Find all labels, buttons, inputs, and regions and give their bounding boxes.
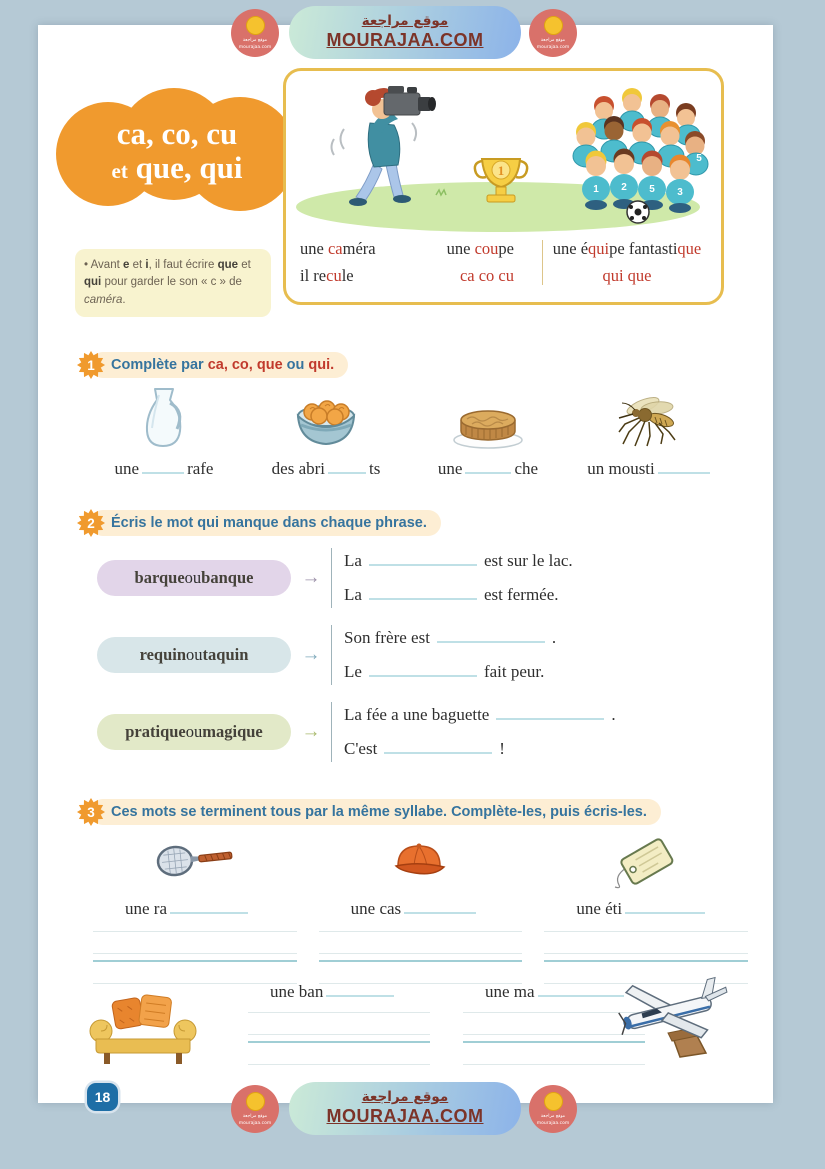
arrow-icon: →	[301, 644, 321, 665]
lesson-title-blob	[56, 82, 298, 216]
word-choice-pill: requin ou taquin	[97, 637, 291, 673]
svg-text:1: 1	[497, 163, 505, 178]
racket-icon	[154, 840, 236, 882]
mosquito-icon	[617, 390, 683, 450]
example-words	[286, 237, 721, 286]
word-choice-pill: pratique ou magique	[97, 714, 291, 750]
ex3-item-etiquette: une éti	[544, 831, 748, 987]
svg-text:3: 3	[677, 187, 683, 198]
ex3-item-casquette: une cas	[319, 831, 523, 987]
banner-arabic-text: موقع مراجعة	[361, 12, 449, 29]
svg-text:5: 5	[696, 153, 702, 164]
page-content	[38, 25, 773, 1103]
ex3-item-ban: une ban	[248, 982, 430, 1068]
logo-caption: موقع مراجعة mourajaa.com	[238, 38, 272, 50]
logo-book-icon	[246, 16, 265, 35]
fill-blank[interactable]	[437, 628, 545, 643]
example-word: une équipe fantastique	[552, 239, 702, 258]
header-banner	[0, 4, 825, 64]
arrow-icon: →	[301, 567, 321, 588]
mourajaa-logo	[231, 1085, 279, 1133]
ex1-item-carafe: une rafe	[83, 378, 245, 479]
sentences: Son frère est . Le fait peur.	[331, 625, 556, 685]
logo-book-icon	[544, 16, 563, 35]
word-choice-pill: barque ou banque	[97, 560, 291, 596]
exercise-2-number-badge: 2	[77, 509, 105, 537]
cap-icon	[391, 839, 449, 883]
fill-blank[interactable]	[404, 899, 476, 914]
example-word: une coupe	[446, 239, 514, 258]
ex1-item-quiche: une che	[407, 378, 569, 479]
ex3-item-maquette	[616, 973, 742, 1063]
exercise-2-header	[77, 508, 441, 538]
lesson-title: ca, co, cu et que, qui	[111, 115, 243, 185]
soccer-team-filming-illustration	[286, 71, 721, 237]
ex2-row-pratique	[97, 702, 752, 762]
exercise-1-title: Complète par ca, co, que ou qui.	[90, 352, 348, 378]
fill-blank[interactable]	[369, 585, 477, 600]
writing-lines[interactable]	[93, 931, 297, 987]
ex3-item-banquette	[88, 983, 200, 1069]
grammar-note: • Avant e et i, il faut écrire que et qui pour garder le son « c » de caméra.	[75, 249, 271, 317]
fill-blank[interactable]	[326, 982, 394, 997]
tag-icon	[612, 832, 680, 890]
ex3-item-raquette: une ra	[93, 831, 297, 987]
ex3-item-ma: une ma	[463, 982, 645, 1068]
fill-blank[interactable]	[465, 459, 511, 474]
banner-domain-link[interactable]: MOURAJAA.COM	[326, 1106, 484, 1127]
example-word: une caméra	[300, 239, 376, 258]
sofa-icon	[88, 983, 198, 1067]
footer-banner	[0, 1080, 825, 1140]
svg-text:5: 5	[649, 184, 655, 195]
mourajaa-logo	[231, 9, 279, 57]
carafe-icon	[141, 386, 187, 450]
mourajaa-logo	[529, 1085, 577, 1133]
writing-lines[interactable]	[248, 1012, 430, 1068]
fill-blank[interactable]	[369, 662, 477, 677]
fill-blank[interactable]	[496, 705, 604, 720]
exercise-3-title: Ces mots se terminent tous par la même syllabe. Complète-les, puis écris-les.	[90, 799, 661, 825]
plane-icon	[616, 973, 740, 1061]
quiche-icon	[452, 404, 524, 450]
example-word: il recule	[300, 266, 354, 285]
svg-text:2: 2	[621, 182, 627, 193]
mourajaa-logo	[529, 9, 577, 57]
exercise-3-row1	[93, 831, 748, 987]
fill-blank[interactable]	[142, 459, 184, 474]
exercise-1-items	[83, 378, 731, 479]
exercise-1-number-badge: 1	[77, 351, 105, 379]
logo-caption: موقع مراجعة mourajaa.com	[238, 1114, 272, 1126]
fill-blank[interactable]	[170, 899, 248, 914]
fill-blank[interactable]	[625, 899, 705, 914]
sentences: La fée a une baguette . C'est !	[331, 702, 616, 762]
logo-caption: موقع مراجعة mourajaa.com	[536, 38, 570, 50]
example-word: qui que	[602, 266, 652, 285]
fill-blank[interactable]	[369, 551, 477, 566]
lesson-example-box	[283, 68, 724, 305]
ex2-row-requin	[97, 625, 752, 685]
logo-book-icon	[544, 1092, 563, 1111]
sentences: La est sur le lac. La est fermée.	[331, 548, 573, 608]
fill-blank[interactable]	[658, 459, 710, 474]
ex1-item-mosquito: un mousti	[569, 378, 731, 479]
writing-lines[interactable]	[319, 931, 523, 987]
example-word: ca co cu	[459, 266, 514, 285]
fill-blank[interactable]	[538, 982, 624, 997]
exercise-3-number-badge: 3	[77, 798, 105, 826]
site-banner	[289, 1082, 521, 1135]
apricots-icon	[294, 400, 358, 450]
arrow-icon: →	[301, 721, 321, 742]
fill-blank[interactable]	[384, 739, 492, 754]
banner-arabic-text: موقع مراجعة	[361, 1088, 449, 1105]
logo-caption: موقع مراجعة mourajaa.com	[536, 1114, 570, 1126]
page-number: 18	[87, 1083, 118, 1111]
svg-text:1: 1	[593, 184, 599, 195]
exercise-3-header	[77, 797, 661, 827]
site-banner	[289, 6, 521, 59]
logo-book-icon	[246, 1092, 265, 1111]
ex1-item-apricots: des abri ts	[245, 378, 407, 479]
banner-domain-link[interactable]: MOURAJAA.COM	[326, 30, 484, 51]
exercise-2-title: Écris le mot qui manque dans chaque phrase.	[90, 510, 441, 536]
fill-blank[interactable]	[328, 459, 366, 474]
ex2-row-barque	[97, 548, 752, 608]
exercise-1-header	[77, 350, 348, 380]
